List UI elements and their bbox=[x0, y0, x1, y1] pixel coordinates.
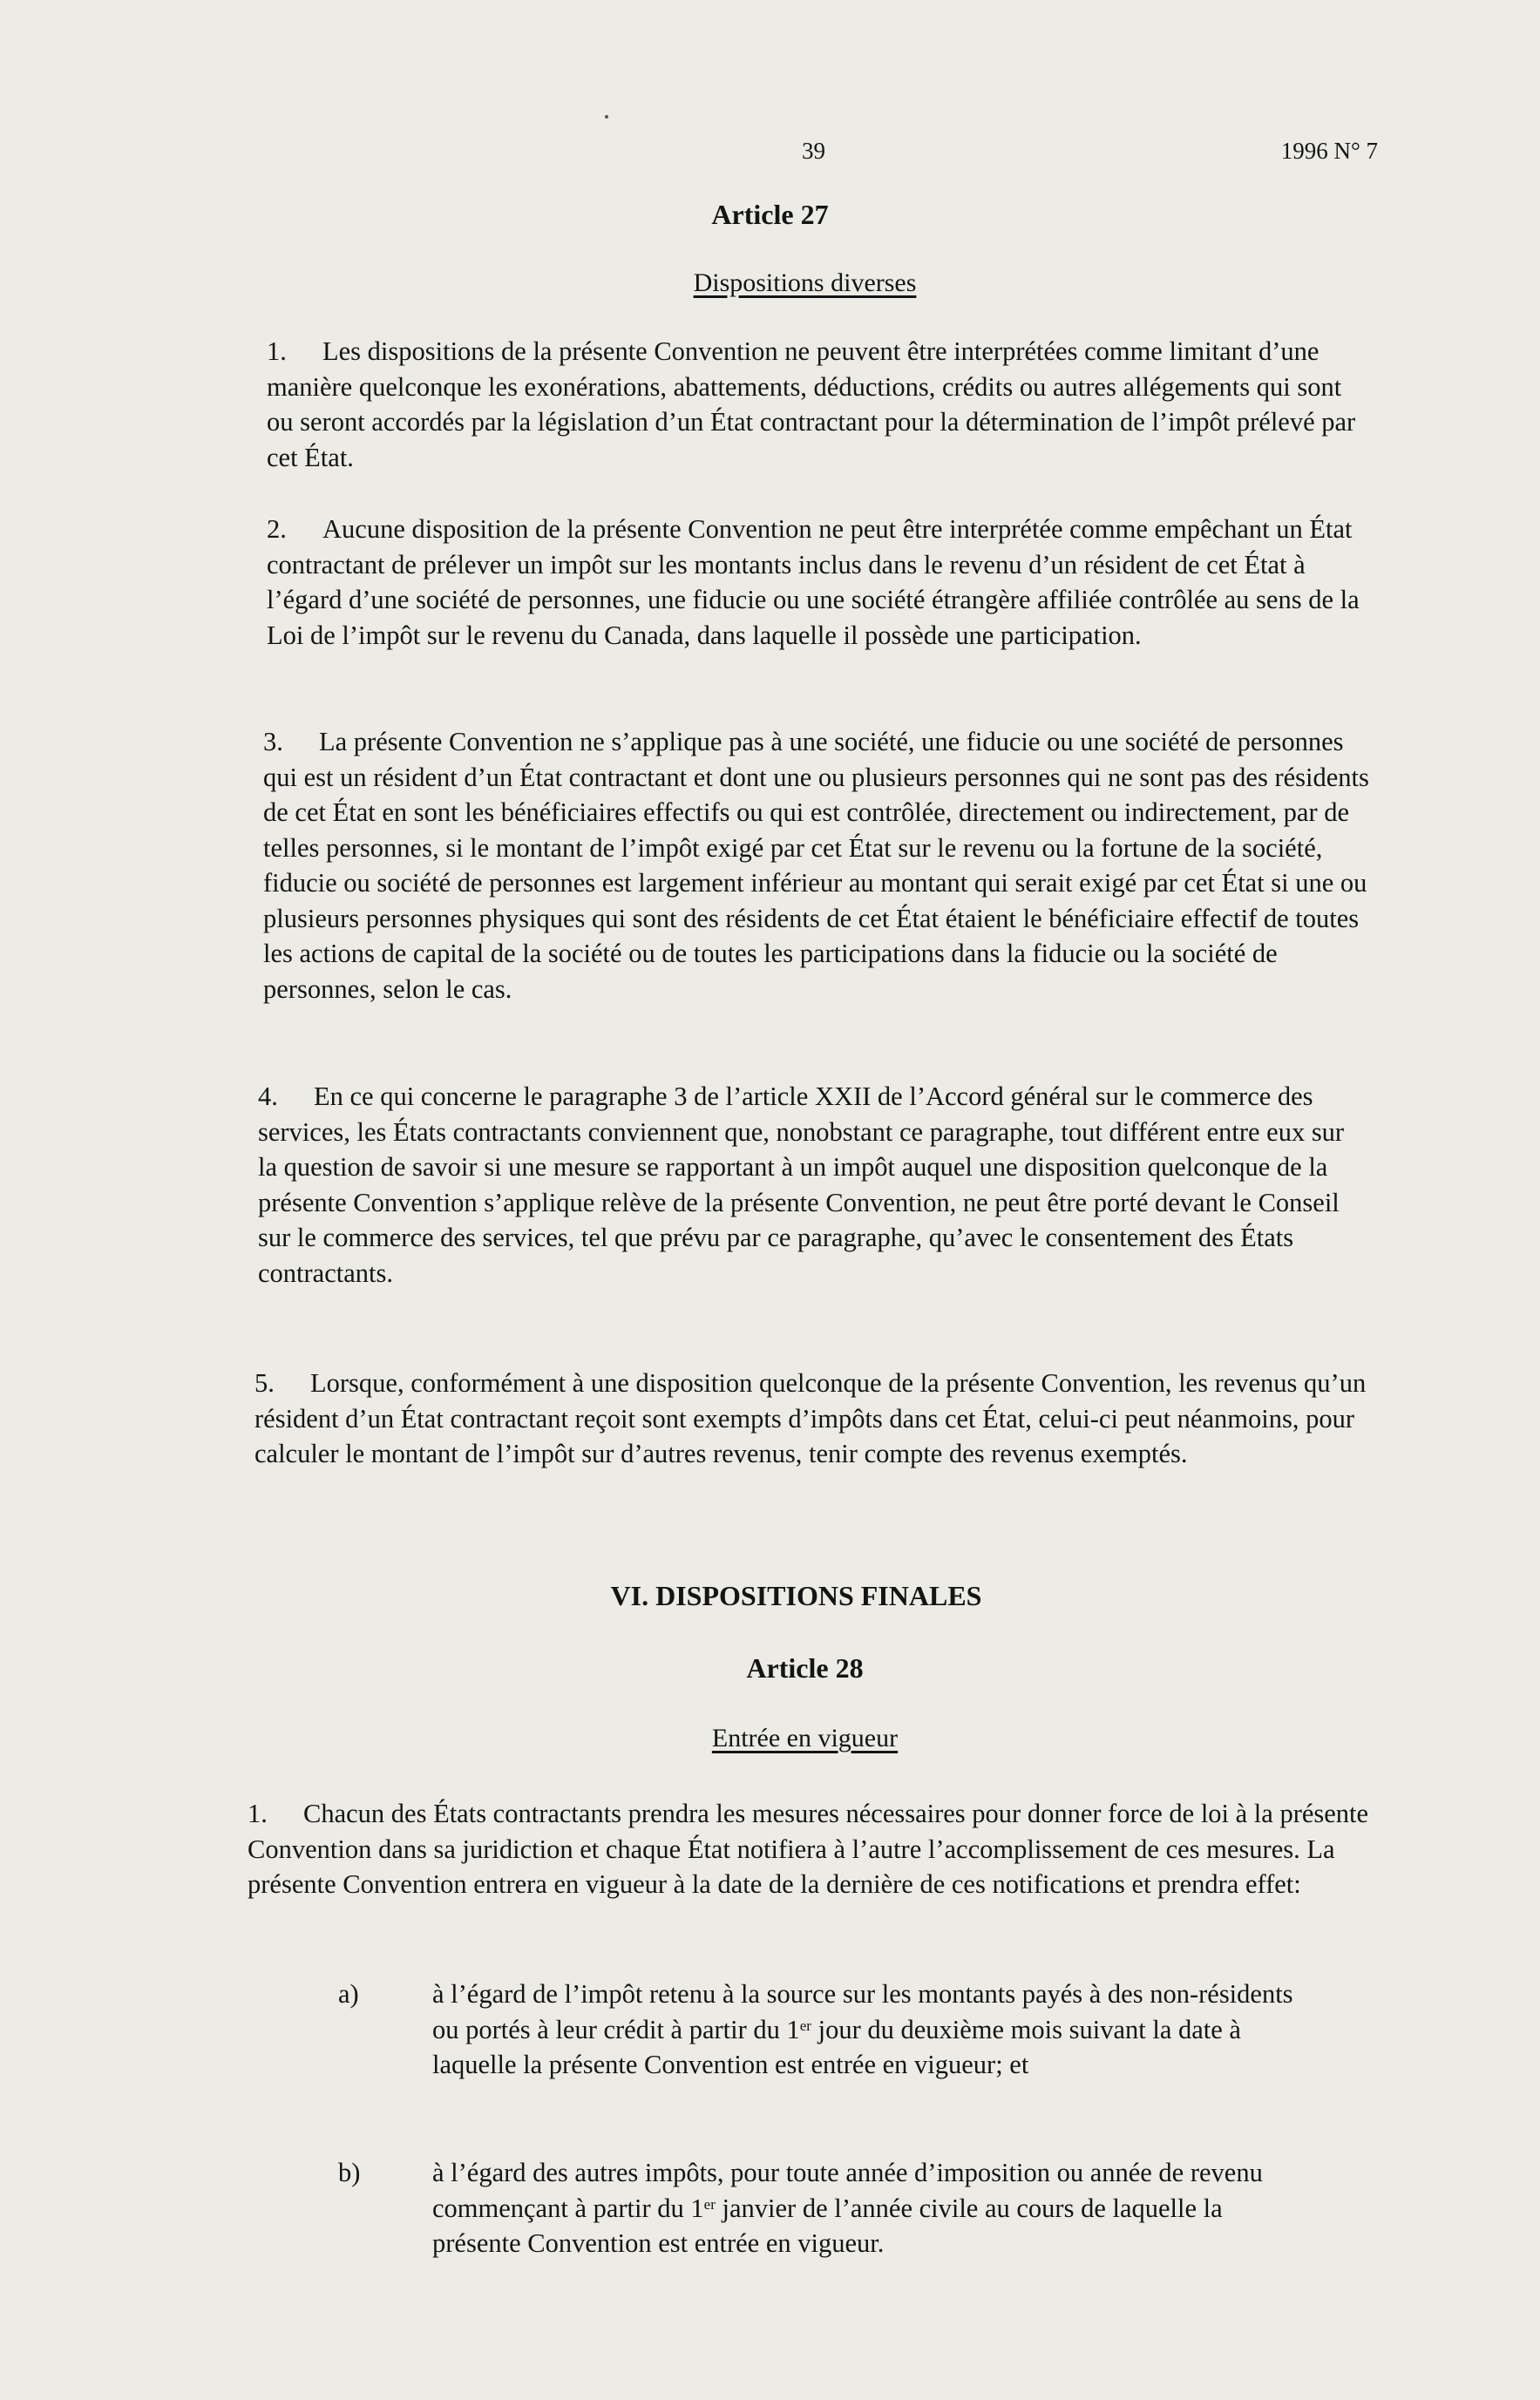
paragraph-number: 3. bbox=[263, 727, 283, 756]
paragraph-number: 2. bbox=[267, 514, 287, 544]
list-item-letter: b) bbox=[338, 2158, 361, 2187]
article-27-paragraph-5 bbox=[254, 1366, 1370, 1472]
superscript: er bbox=[703, 2195, 716, 2213]
paragraph-text: Chacun des États contractants prendra les mesures nécessaires pour donner force de loi à la présente Convention dans sa juridiction et chaque État notifiera à l’autre l’accomplissement de ces mesures. La présente Convention entrera en vigueur à la date de la dernière de ces notifications et prendra effet: bbox=[248, 1799, 1369, 1899]
list-item-text: à l’égard de l’impôt retenu à la source sur les montants payés à des non-résidents ou portés à leur crédit à partir du 1 bbox=[432, 1979, 1293, 2044]
list-item-b bbox=[338, 2155, 1313, 2261]
page-header bbox=[0, 138, 1540, 173]
article-28-subtitle: Entrée en vigueur bbox=[711, 1724, 899, 1753]
article-27-paragraph-3 bbox=[263, 724, 1374, 1007]
article-27-subtitle: Dispositions diverses bbox=[693, 268, 917, 297]
paragraph-number: 5. bbox=[254, 1368, 275, 1398]
list-item-text-cont: jour du deuxième mois suivant la date à laquelle la présente Convention est entrée en vigueur; et bbox=[432, 2014, 1241, 2079]
paper-speck bbox=[605, 115, 608, 119]
superscript: er bbox=[799, 2017, 811, 2034]
list-item-text-cont: janvier de l’année civile au cours de laquelle la présente Convention est entrée en vigueur. bbox=[432, 2193, 1223, 2258]
page-number: 39 bbox=[802, 138, 825, 164]
article-27-title: Article 27 bbox=[711, 199, 829, 230]
issue-number: 1996 N° 7 bbox=[1280, 138, 1378, 164]
article-28-title: Article 28 bbox=[746, 1652, 864, 1684]
paragraph-text: La présente Convention ne s’applique pas à une société, une fiducie ou une société de personnes qui est un résident d’un État contractant et dont une ou plusieurs personnes qui ne sont pas des résidents de cet État en sont les bénéficiaires effectifs ou qui est contrôlée, directement ou indirectement, par de telles personnes, si le montant de l’impôt exigé par cet État sur le revenu ou la fortune de la société, fiducie ou société de personnes est largement inférieur au montant qui serait exigé par cet État si une ou plusieurs personnes physiques qui sont des résidents de cet État étaient le bénéficiaire effectif de toutes les actions de capital de la société ou de toutes les participations dans la fiducie ou la société de personnes, selon le cas. bbox=[263, 727, 1369, 1004]
paragraph-number: 1. bbox=[248, 1799, 268, 1828]
article-28-paragraph-1 bbox=[248, 1796, 1372, 1902]
article-27-paragraph-2 bbox=[267, 512, 1374, 653]
list-item-text: à l’égard des autres impôts, pour toute année d’imposition ou année de revenu commençant à partir du 1 bbox=[432, 2158, 1263, 2223]
list-item-a bbox=[338, 1976, 1313, 2083]
list-item-letter: a) bbox=[338, 1979, 359, 2009]
article-27-paragraph-1 bbox=[267, 334, 1374, 475]
paragraph-text: En ce qui concerne le paragraphe 3 de l’article XXII de l’Accord général sur le commerce des services, les États contractants conviennent que, nonobstant ce paragraphe, tout différent entre eux sur la question de savoir si une mesure se rapportant à un impôt auquel une disposition quelconque de la présente Convention s’applique relève de la présente Convention, ne peut être porté devant le Conseil sur le commerce des services, tel que prévu par ce paragraphe, qu’avec le consentement des États contractants. bbox=[258, 1081, 1345, 1288]
paragraph-text: Lorsque, conformément à une disposition quelconque de la présente Convention, les revenus qu’un résident d’un État contractant reçoit sont exempts d’impôts dans cet État, celui-ci peut néanmoins, pour calculer le montant de l’impôt sur d’autres revenus, tenir compte des revenus exemptés. bbox=[254, 1368, 1367, 1468]
paragraph-text: Aucune disposition de la présente Convention ne peut être interprétée comme empêchant un État contractant de prélever un impôt sur les montants inclus dans le revenu d’un résident de cet État à l’égard d’une société de personnes, une fiducie ou une société étrangère affiliée contrôlée au sens de la Loi de l’impôt sur le revenu du Canada, dans laquelle il possède une participation. bbox=[267, 514, 1360, 650]
paragraph-number: 1. bbox=[267, 336, 287, 366]
paragraph-text: Les dispositions de la présente Convention ne peuvent être interprétées comme limitant d’une manière quelconque les exonérations, abattements, déductions, crédits ou autres allégements qui sont ou seront accordés par la législation d’un État contractant pour la détermination de l’impôt prélevé par cet État. bbox=[267, 336, 1356, 472]
section-title: VI. DISPOSITIONS FINALES bbox=[610, 1580, 982, 1611]
paragraph-number: 4. bbox=[258, 1081, 278, 1111]
article-27-paragraph-4 bbox=[258, 1079, 1369, 1291]
